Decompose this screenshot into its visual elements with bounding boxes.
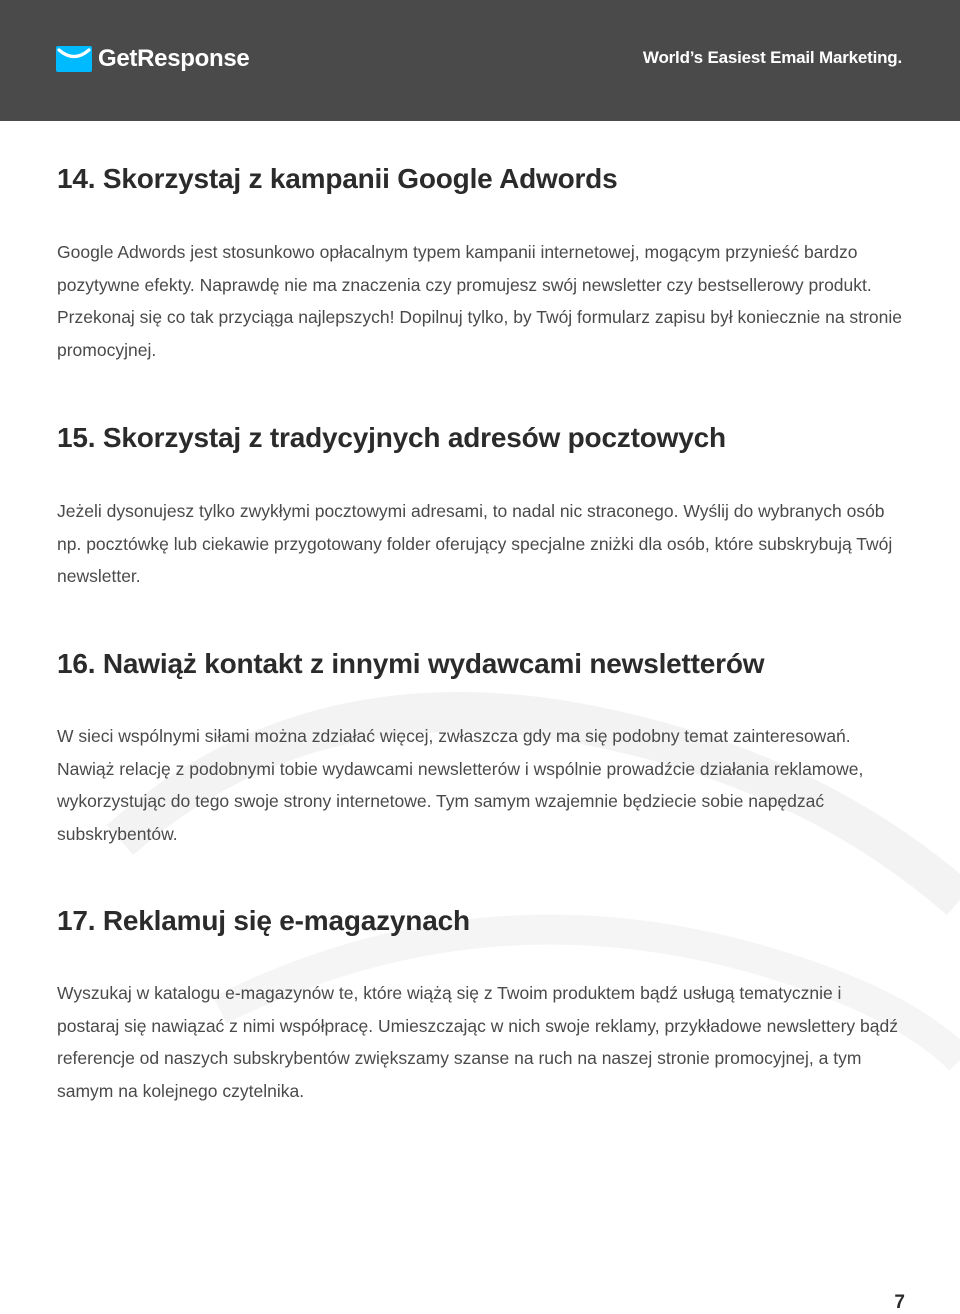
envelope-logo-icon: [56, 46, 92, 72]
section-paragraph: Jeżeli dysonujesz tylko zwykłymi pocztowymi adresami, to nadal nic straconego. Wyślij do wybranych osób np. pocztówkę lub ciekawie przygotowany folder oferujący specjalne zniżki dla osób, które subskrybują Twój newsletter.: [57, 501, 893, 586]
section-15: [57, 421, 907, 593]
section-heading: 16. Nawiąż kontakt z innymi wydawcami newsletterów: [57, 648, 765, 679]
section-heading: 15. Skorzystaj z tradycyjnych adresów pocztowych: [57, 422, 726, 453]
page-header: [0, 0, 960, 121]
header-tagline: World’s Easiest Email Marketing.: [642, 48, 902, 67]
section-14: [57, 162, 907, 366]
section-16: [57, 647, 907, 850]
section-paragraph: Google Adwords jest stosunkowo opłacalnym typem kampanii internetowej, mogącym przynieść bardzo pozytywne efekty. Naprawdę nie ma znaczenia czy promujesz swój newsletter czy bestsellerowy produkt. Przekonaj się co tak przyciąga najlepszych! Dopilnuj tylko, by Twój formularz zapisu był koniecznie na stronie promocyjnej.: [57, 242, 902, 360]
section-paragraph: Wyszukaj w katalogu e-magazynów te, które wiążą się z Twoim produktem bądź usługą tematycznie i postaraj się nawiązać z nimi współpracę. Umieszczając w nich swoje reklamy, przykładowe newslettery bądź referencje od naszych subskrybentów zwiększamy szanse na ruch na naszej stronie promocyjnej, a tym samym na kolejnego czytelnika.: [57, 983, 898, 1101]
page-number: 7: [894, 1292, 905, 1313]
section-heading: 17. Reklamuj się e-magazynach: [57, 905, 470, 936]
section-heading: 14. Skorzystaj z kampanii Google Adwords: [57, 163, 618, 194]
getresponse-logo[interactable]: [56, 44, 249, 74]
section-17: [57, 904, 907, 1107]
section-paragraph: W sieci wspólnymi siłami można zdziałać więcej, zwłaszcza gdy ma się podobny temat zainteresowań. Nawiąż relację z podobnymi tobie wydawcami newsletterów i wspólnie prowadźcie działania reklamowe, wykorzystując do tego swoje strony internetowe. Tym samym wzajemnie będziecie sobie napędzać subskrybentów.: [57, 726, 864, 844]
logo-text: GetResponse: [98, 45, 250, 72]
